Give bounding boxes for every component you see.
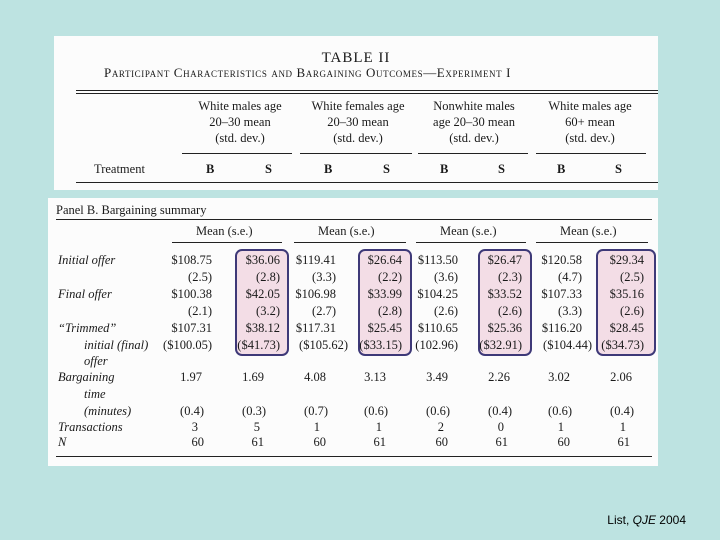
panel-rule [56, 219, 652, 220]
row-label-trimmed: “Trimmed” [58, 321, 117, 335]
mean-header: Mean (s.e.) [560, 224, 617, 238]
table-header-panel [54, 36, 658, 190]
table-cell: $107.33 [541, 287, 582, 301]
row-label-trimmed: initial (final) [84, 338, 149, 352]
treatment-code: B [206, 162, 215, 176]
mean-underline [536, 242, 648, 243]
table-cell: (2.1) [188, 304, 212, 318]
panel-bottom-rule [56, 456, 652, 457]
table-cell: (0.6) [364, 404, 388, 418]
table-cell: 60 [557, 435, 570, 449]
mean-header: Mean (s.e.) [196, 224, 253, 238]
table-cell: (2.8) [378, 304, 402, 318]
top-rule-double [76, 93, 658, 94]
table-cell: $25.36 [487, 321, 522, 335]
table-cell: (2.7) [312, 304, 336, 318]
table-cell: 0 [497, 420, 504, 434]
top-rule [76, 90, 658, 91]
table-cell: (0.6) [426, 404, 450, 418]
group-underline [300, 153, 412, 154]
group-underline [536, 153, 646, 154]
panel-b-title: Panel B. Bargaining summary [56, 203, 207, 217]
table-cell: $25.45 [367, 321, 402, 335]
table-cell: (0.7) [304, 404, 328, 418]
group-underline [182, 153, 292, 154]
table-cell: (3.3) [312, 270, 336, 284]
bottom-rule [76, 182, 658, 183]
citation-caption: List, QJE 2004 [607, 513, 686, 527]
table-cell: 61 [251, 435, 264, 449]
table-cell: $110.65 [417, 321, 458, 335]
table-cell: ($32.91) [479, 338, 522, 352]
table-cell: 60 [435, 435, 448, 449]
treatment-code: S [498, 162, 505, 176]
table-cell: 60 [191, 435, 204, 449]
table-cell: 3.49 [426, 370, 448, 384]
table-cell: (2.8) [256, 270, 280, 284]
table-cell: $107.31 [171, 321, 212, 335]
mean-header: Mean (s.e.) [318, 224, 375, 238]
table-cell: (2.6) [434, 304, 458, 318]
table-cell: 61 [617, 435, 630, 449]
mean-underline [416, 242, 526, 243]
table-cell: ($41.73) [237, 338, 280, 352]
table-cell: 2 [437, 420, 444, 434]
table-cell: $26.64 [367, 253, 402, 267]
table-cell: (102.96) [415, 338, 458, 352]
treatment-label: Treatment [94, 162, 145, 176]
row-label-trimmed: offer [84, 354, 108, 368]
table-cell: (0.3) [242, 404, 266, 418]
mean-underline [294, 242, 406, 243]
table-cell: (0.4) [610, 404, 634, 418]
table-cell: $33.99 [367, 287, 402, 301]
table-cell: ($105.62) [299, 338, 348, 352]
table-cell: 3.02 [548, 370, 570, 384]
treatment-code: B [440, 162, 449, 176]
table-cell: 1.69 [242, 370, 264, 384]
table-cell: (2.5) [620, 270, 644, 284]
table-cell: $26.47 [487, 253, 522, 267]
table-cell: $36.06 [245, 253, 280, 267]
table-cell: $106.98 [295, 287, 336, 301]
row-label-final-offer: Final offer [58, 287, 112, 301]
table-cell: $120.58 [541, 253, 582, 267]
table-cell: $42.05 [245, 287, 280, 301]
table-cell: $38.12 [245, 321, 280, 335]
table-cell: ($104.44) [543, 338, 592, 352]
mean-header: Mean (s.e.) [440, 224, 497, 238]
table-cell: (2.6) [620, 304, 644, 318]
table-cell: 1 [557, 420, 564, 434]
table-cell: 2.06 [610, 370, 632, 384]
table-cell: (4.7) [558, 270, 582, 284]
table-cell: 1 [375, 420, 382, 434]
table-cell: 1 [619, 420, 626, 434]
table-cell: 1.97 [180, 370, 202, 384]
table-cell: (3.3) [558, 304, 582, 318]
table-cell: $104.25 [417, 287, 458, 301]
treatment-code: S [615, 162, 622, 176]
table-cell: 61 [373, 435, 386, 449]
treatment-code: S [383, 162, 390, 176]
table-cell: 3 [191, 420, 198, 434]
table-cell: 4.08 [304, 370, 326, 384]
row-label-initial-offer: Initial offer [58, 253, 116, 267]
table-title: TABLE II [321, 50, 391, 66]
table-cell: $116.20 [541, 321, 582, 335]
row-label-n: N [58, 435, 67, 449]
treatment-code: B [557, 162, 566, 176]
group-underline [418, 153, 528, 154]
row-label-bargaining-time: time [84, 387, 106, 401]
mean-underline [172, 242, 282, 243]
column-group-header: White females age 20–30 mean (std. dev.) [311, 99, 405, 145]
table-cell: ($33.15) [359, 338, 402, 352]
table-cell: 1 [313, 420, 320, 434]
table-subtitle: Participant Characteristics and Bargaining Outcomes—Experiment I [104, 65, 512, 80]
table-cell: $35.16 [609, 287, 644, 301]
table-cell: $33.52 [487, 287, 522, 301]
table-cell: $100.38 [171, 287, 212, 301]
table-cell: $113.50 [417, 253, 458, 267]
table-cell: ($34.73) [601, 338, 644, 352]
treatment-code: B [324, 162, 333, 176]
table-cell: 60 [313, 435, 326, 449]
table-cell: 61 [495, 435, 508, 449]
column-group-header: Nonwhite males age 20–30 mean (std. dev.) [433, 99, 515, 145]
table-cell: (3.6) [434, 270, 458, 284]
treatment-code: S [265, 162, 272, 176]
table-cell: $29.34 [609, 253, 644, 267]
table-cell: (2.3) [498, 270, 522, 284]
table-cell: (0.4) [488, 404, 512, 418]
table-cell: $108.75 [171, 253, 212, 267]
row-label-bargaining-time: Bargaining [58, 370, 115, 384]
table-cell: ($100.05) [163, 338, 212, 352]
column-group-header: White males age 60+ mean (std. dev.) [548, 99, 632, 145]
table-cell: 2.26 [488, 370, 510, 384]
column-group-header: White males age 20–30 mean (std. dev.) [198, 99, 282, 145]
table-cell: (2.2) [378, 270, 402, 284]
row-label-transactions: Transactions [58, 420, 123, 434]
table-cell: (3.2) [256, 304, 280, 318]
table-cell: $117.31 [295, 321, 336, 335]
bargaining-summary-panel [48, 198, 658, 466]
table-cell: (2.5) [188, 270, 212, 284]
table-cell: (0.4) [180, 404, 204, 418]
table-cell: $28.45 [609, 321, 644, 335]
table-cell: (2.6) [498, 304, 522, 318]
row-label-bargaining-time: (minutes) [84, 404, 132, 418]
table-cell: 3.13 [364, 370, 386, 384]
table-cell: 5 [253, 420, 260, 434]
table-cell: (0.6) [548, 404, 572, 418]
table-cell: $119.41 [295, 253, 336, 267]
